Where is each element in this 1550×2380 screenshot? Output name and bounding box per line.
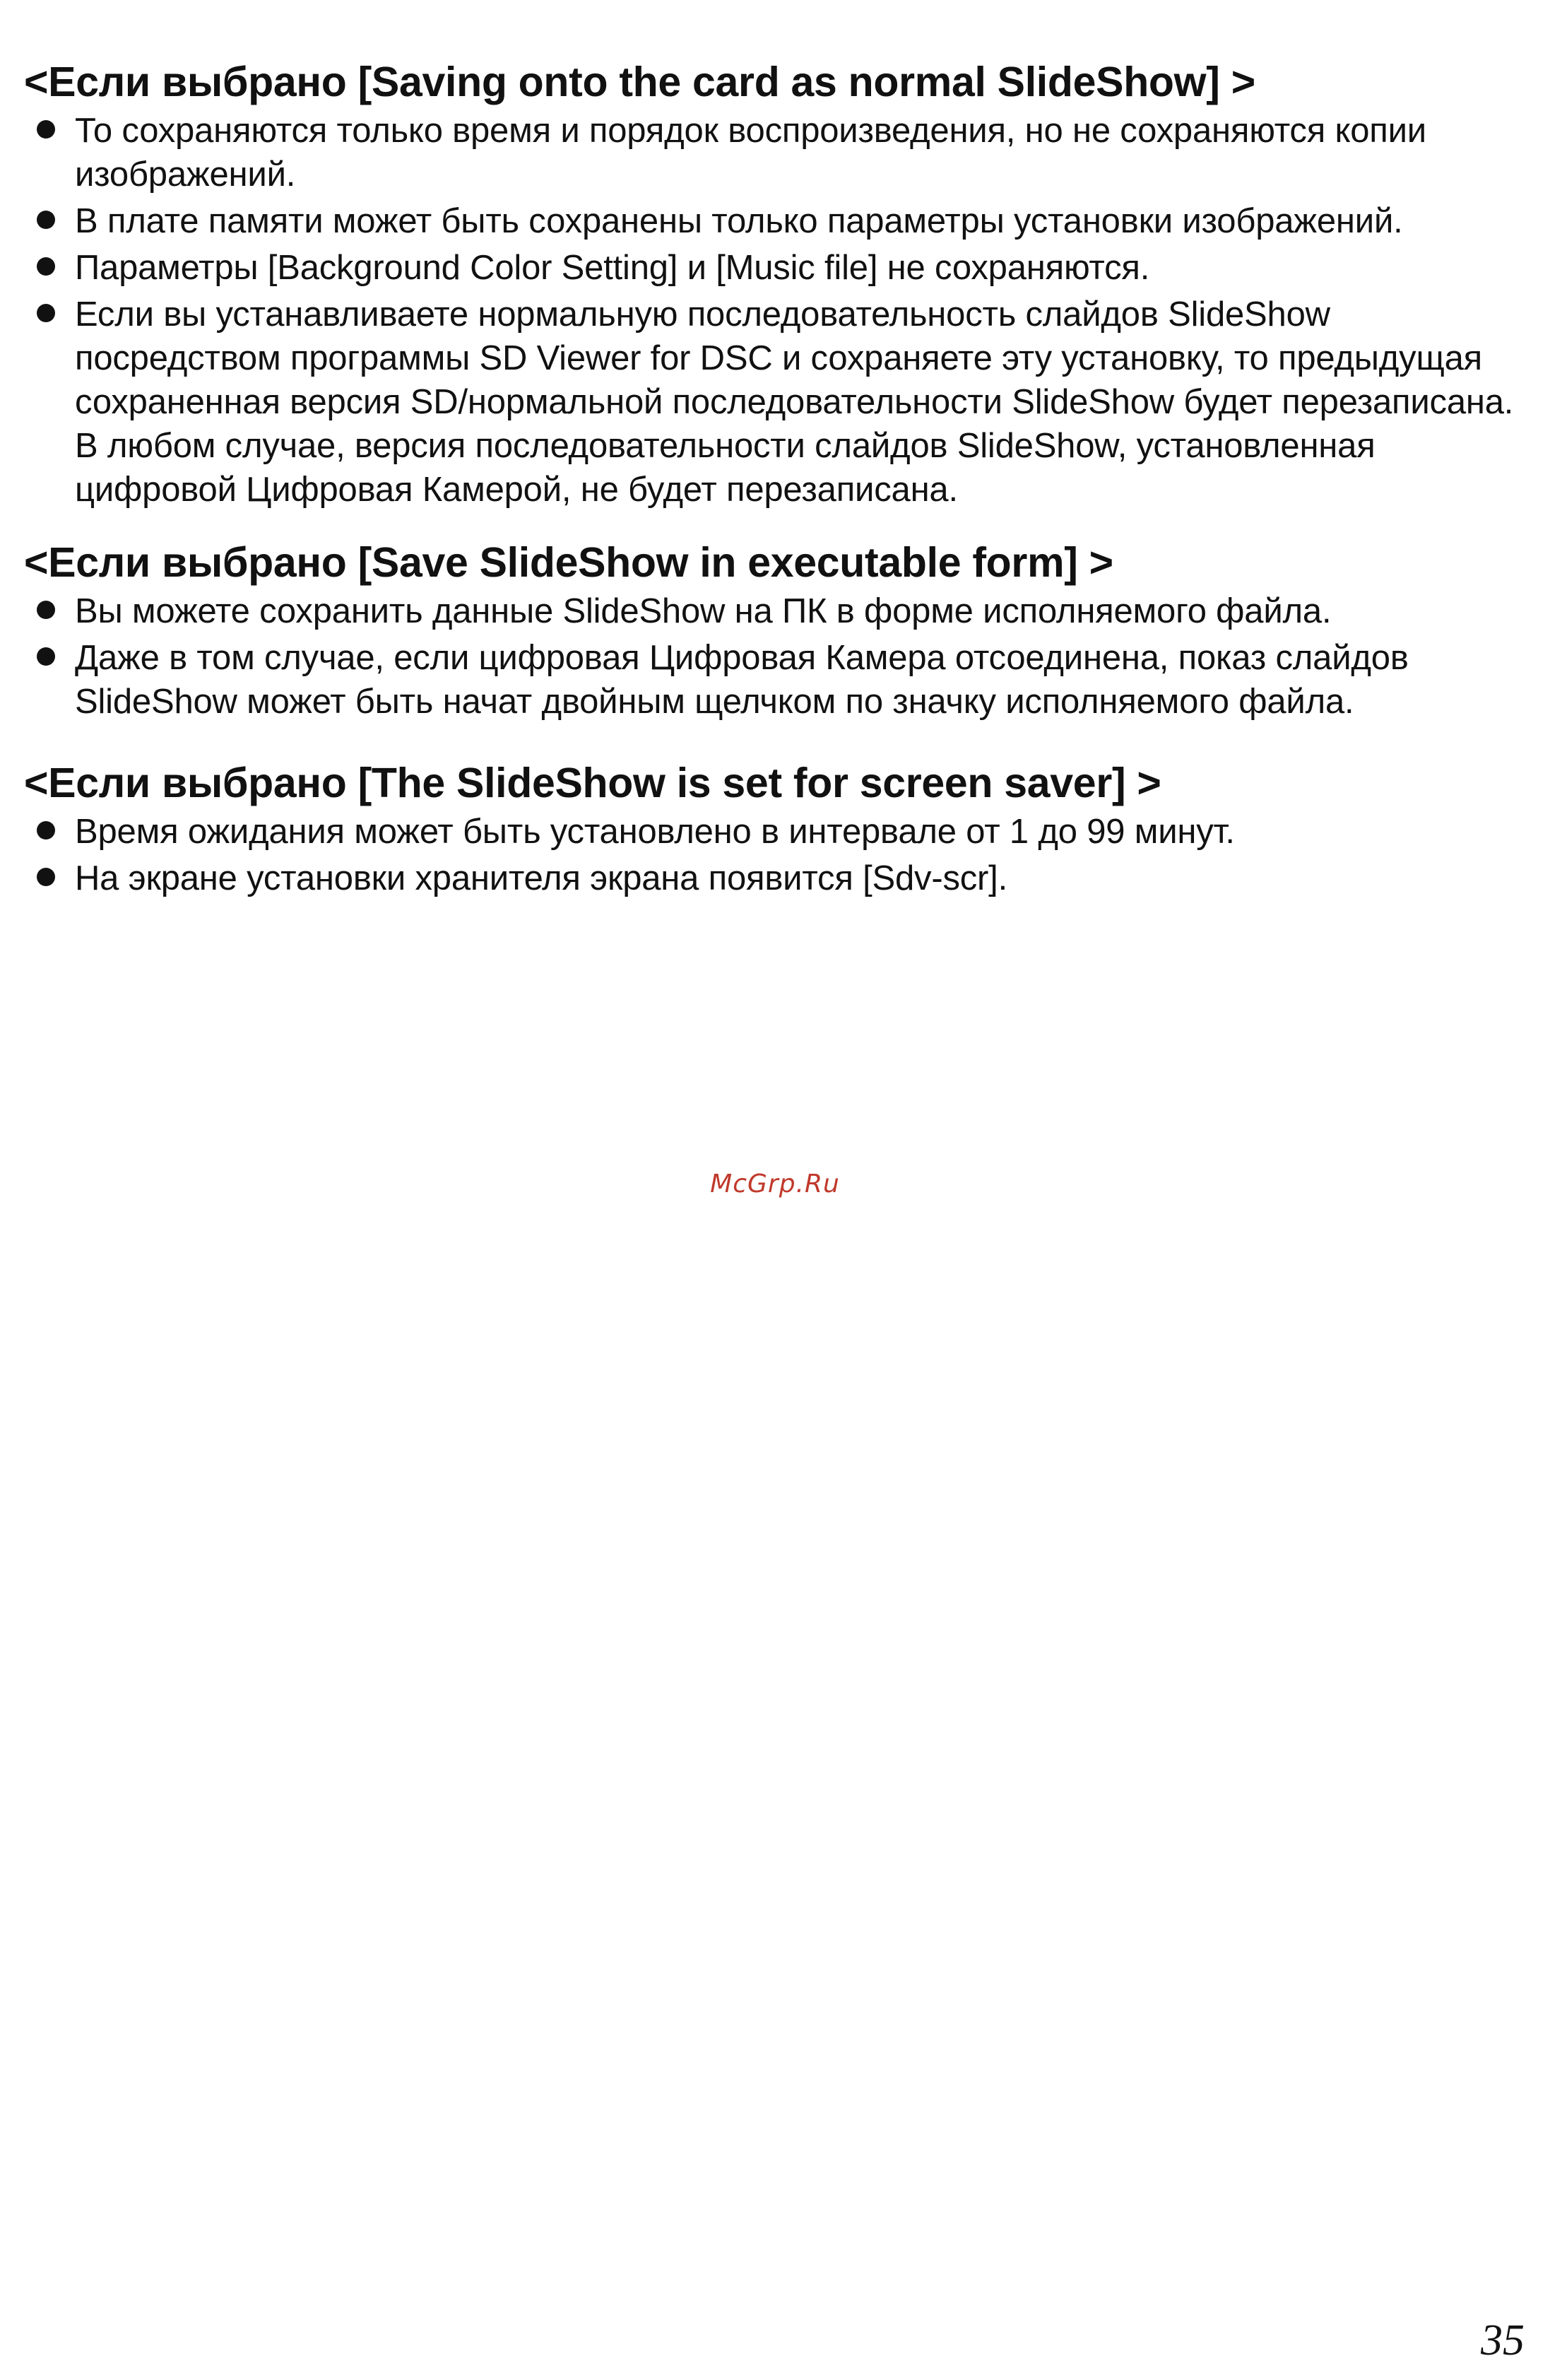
bullet-item — [24, 293, 1522, 512]
section-saving-onto-card — [24, 57, 1522, 514]
bullet-text: Если вы устанавливаете нормальную последовательность слайдов SlideShow посредством программы SD Viewer for DSC и сохраняете эту установку, то предыдущая сохраненная версия SD/нормальной последовательности SlideShow будет перезаписана. В любом случае, версия последовательности слайдов SlideShow, установленная цифровой Цифровая Камерой, не будет перезаписана. — [75, 295, 1514, 509]
bullet-dot-icon — [37, 211, 55, 229]
bullet-text: Вы можете сохранить данные SlideShow на ПК в форме исполняемого файла. — [75, 592, 1332, 630]
bullet-text: Даже в том случае, если цифровая Цифровая Камера отсоединена, показ слайдов SlideShow может быть начат двойным щелчком по значку исполняемого файла. — [75, 639, 1409, 721]
bullet-dot-icon — [37, 304, 55, 322]
bullet-item — [24, 810, 1522, 854]
bullet-item — [24, 589, 1522, 633]
bullet-dot-icon — [37, 647, 55, 666]
bullet-item — [24, 109, 1522, 196]
section-heading: <Если выбрано [Save SlideShow in executable form] > — [24, 539, 1113, 586]
bullet-dot-icon — [37, 601, 55, 619]
bullet-item — [24, 199, 1522, 243]
bullet-dot-icon — [37, 868, 55, 886]
bullet-text: В плате памяти может быть сохранены только параметры установки изображений. — [75, 202, 1403, 240]
page-number: 35 — [1481, 2316, 1525, 2364]
bullet-list — [24, 109, 1522, 512]
section-screen-saver — [24, 758, 1522, 903]
bullet-text: То сохраняются только время и порядок воспроизведения, но не сохраняются копии изображений. — [75, 112, 1426, 194]
bullet-dot-icon — [37, 120, 55, 139]
bullet-text: Параметры [Background Color Setting] и [Music file] не сохраняются. — [75, 249, 1150, 287]
watermark: McGrp.Ru — [710, 1170, 840, 1198]
bullet-text: Время ожидания может быть установлено в интервале от 1 до 99 минут. — [75, 813, 1235, 851]
bullet-list — [24, 810, 1522, 900]
bullet-item — [24, 636, 1522, 724]
bullet-dot-icon — [37, 257, 55, 276]
section-heading: <Если выбрано [The SlideShow is set for screen saver] > — [24, 760, 1161, 806]
bullet-dot-icon — [37, 821, 55, 840]
bullet-item — [24, 246, 1522, 290]
section-save-executable — [24, 537, 1522, 726]
bullet-list — [24, 589, 1522, 724]
bullet-text: На экране установки хранителя экрана появится [Sdv-scr]. — [75, 859, 1008, 897]
section-heading: <Если выбрано [Saving onto the card as normal SlideShow] > — [24, 59, 1255, 105]
bullet-item — [24, 856, 1522, 900]
